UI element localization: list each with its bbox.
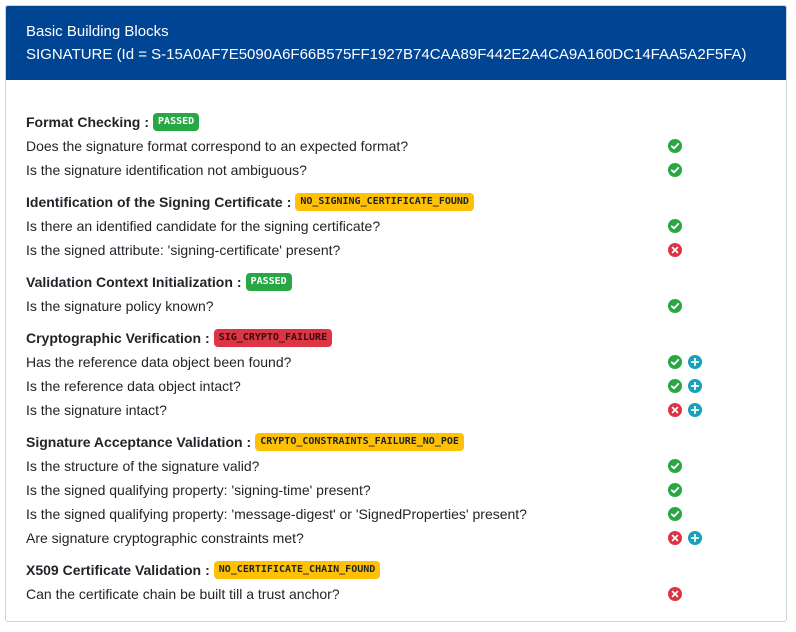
section-title-text: Signature Acceptance Validation (26, 434, 243, 450)
section-title (26, 430, 786, 454)
check-question: Is the reference data object intact? (26, 378, 241, 394)
check-icons (668, 403, 702, 417)
card-body (6, 80, 786, 606)
section-title-text: Validation Context Initialization (26, 274, 233, 290)
check-row (26, 294, 776, 318)
check-row (26, 398, 776, 422)
times-circle-icon (668, 531, 682, 545)
section-title (26, 190, 786, 214)
check-circle-icon (668, 459, 682, 473)
bbb-section (26, 270, 786, 318)
section-title-text: Format Checking (26, 114, 141, 130)
check-row (26, 238, 776, 262)
bbb-section (26, 110, 786, 182)
check-circle-icon (668, 299, 682, 313)
card-title: Basic Building Blocks (26, 23, 169, 40)
check-icons (668, 163, 682, 177)
check-circle-icon (668, 139, 682, 153)
bbb-section (26, 326, 786, 422)
check-icons (668, 139, 682, 153)
check-icons (668, 379, 702, 393)
check-icons (668, 531, 702, 545)
section-title (26, 110, 786, 134)
check-row (26, 478, 776, 502)
bbb-section (26, 558, 786, 606)
check-question: Is the signed qualifying property: 'signing-time' present? (26, 482, 371, 498)
check-circle-icon (668, 379, 682, 393)
check-icons (668, 355, 702, 369)
section-title-colon: : (144, 114, 150, 130)
times-circle-icon (668, 587, 682, 601)
section-title-colon: : (236, 274, 242, 290)
check-row (26, 582, 776, 606)
check-row (26, 350, 776, 374)
check-question: Can the certificate chain be built till a trust anchor? (26, 586, 340, 602)
check-question: Is the signed qualifying property: 'message-digest' or 'SignedProperties' present? (26, 506, 527, 522)
check-icons (668, 587, 682, 601)
card-header[interactable] (6, 6, 786, 80)
check-row (26, 526, 776, 550)
section-title-colon: : (205, 562, 210, 578)
section-title-colon: : (286, 194, 292, 210)
status-badge: PASSED (153, 113, 199, 131)
section-title-text: X509 Certificate Validation (26, 562, 202, 578)
check-circle-icon (668, 355, 682, 369)
check-question: Is the structure of the signature valid? (26, 458, 260, 474)
check-row (26, 454, 776, 478)
times-circle-icon (668, 243, 682, 257)
check-icons (668, 243, 682, 257)
plus-circle-icon[interactable] (688, 379, 702, 393)
check-circle-icon (668, 163, 682, 177)
section-title-text: Cryptographic Verification (26, 330, 202, 346)
section-title-colon: : (205, 330, 210, 346)
signature-id: SIGNATURE (Id = S-15A0AF7E5090A6F66B575FF1927B74CAA89F442E2A4CA9A160DC14FAA5A2F5FA) (26, 46, 747, 63)
status-badge: SIG_CRYPTO_FAILURE (214, 329, 332, 347)
check-icons (668, 219, 682, 233)
check-icons (668, 483, 682, 497)
section-title (26, 270, 786, 294)
check-question: Has the reference data object been found? (26, 354, 292, 370)
check-question: Is there an identified candidate for the signing certificate? (26, 218, 381, 234)
status-badge: CRYPTO_CONSTRAINTS_FAILURE_NO_POE (255, 433, 464, 451)
status-badge: NO_SIGNING_CERTIFICATE_FOUND (295, 193, 474, 211)
check-row (26, 134, 776, 158)
check-row (26, 374, 776, 398)
plus-circle-icon[interactable] (688, 531, 702, 545)
check-question: Is the signature policy known? (26, 298, 214, 314)
section-title (26, 326, 786, 350)
section-title (26, 558, 786, 582)
check-question: Is the signature identification not ambiguous? (26, 162, 307, 178)
basic-building-blocks-card (5, 5, 787, 622)
check-circle-icon (668, 507, 682, 521)
check-question: Does the signature format correspond to an expected format? (26, 138, 409, 154)
times-circle-icon (668, 403, 682, 417)
check-row (26, 158, 776, 182)
bbb-section (26, 430, 786, 550)
check-icons (668, 459, 682, 473)
bbb-section (26, 190, 786, 262)
check-question: Is the signature intact? (26, 402, 167, 418)
check-question: Is the signed attribute: 'signing-certificate' present? (26, 242, 341, 258)
status-badge: NO_CERTIFICATE_CHAIN_FOUND (214, 561, 381, 579)
check-question: Are signature cryptographic constraints met? (26, 530, 304, 546)
check-icons (668, 507, 682, 521)
plus-circle-icon[interactable] (688, 403, 702, 417)
check-row (26, 502, 776, 526)
section-title-text: Identification of the Signing Certificate (26, 194, 283, 210)
check-row (26, 214, 776, 238)
plus-circle-icon[interactable] (688, 355, 702, 369)
check-icons (668, 299, 682, 313)
check-circle-icon (668, 483, 682, 497)
section-title-colon: : (246, 434, 252, 450)
check-circle-icon (668, 219, 682, 233)
status-badge: PASSED (246, 273, 292, 291)
